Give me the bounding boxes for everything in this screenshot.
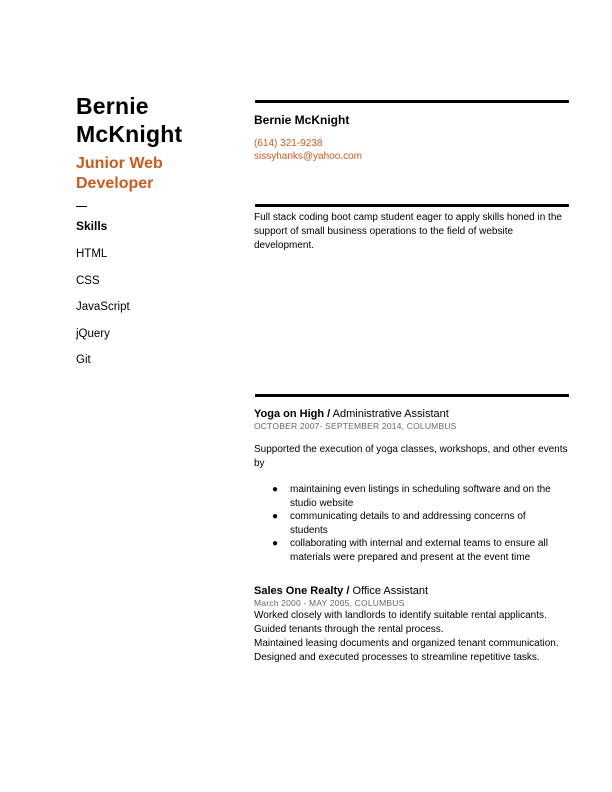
bullet-icon: ●	[272, 538, 279, 549]
skill-item: CSS	[76, 274, 100, 287]
bullet-text: communicating details to and addressing concerns of students	[290, 511, 526, 536]
job-yoga	[254, 407, 574, 564]
job-company: Sales One Realty /	[254, 585, 350, 597]
summary-text: Full stack coding boot camp student eager to apply skills honed in the support of small business operations to the field of website development.	[254, 212, 562, 251]
bullet-text: collaborating with internal and external teams to ensure all materials were prepared and present at the event time	[290, 538, 548, 563]
skills-list	[76, 241, 226, 374]
job-heading	[254, 407, 574, 421]
skills-heading: Skills	[76, 219, 108, 233]
contact-phone: (614) 321-9238	[254, 138, 323, 149]
list-item	[254, 510, 554, 537]
contact-name: Bernie McKnight	[254, 113, 350, 127]
name-line-1: Bernie	[76, 93, 149, 119]
job-sales	[254, 584, 574, 665]
job-line: Maintained leasing documents and organized tenant communication.	[254, 638, 559, 649]
job-line: Guided tenants through the rental process.	[254, 624, 444, 635]
job-intro: Supported the execution of yoga classes, workshops, and other events by	[254, 444, 568, 469]
job-line: Worked closely with landlords to identify suitable rental applicants.	[254, 610, 547, 621]
job-company: Yoga on High /	[254, 408, 331, 420]
bullet-icon: ●	[272, 511, 279, 522]
skill-item: HTML	[76, 248, 108, 260]
list-item	[254, 483, 554, 510]
contact-section	[254, 113, 574, 163]
role-line-1: Junior Web	[76, 155, 163, 172]
contact-email[interactable]: sissyhanks@yahoo.com	[254, 151, 362, 162]
job-dates: March 2000 - MAY 2005, COLUMBUS	[254, 598, 405, 608]
left-column	[76, 92, 226, 374]
section-rule-experience	[255, 394, 569, 397]
skill-item: Git	[76, 354, 91, 366]
name-line-2: McKnight	[76, 121, 183, 147]
job-dates: OCTOBER 2007- SEPTEMBER 2014, COLUMBUS	[254, 421, 457, 431]
summary-section	[254, 211, 572, 253]
job-line: Designed and executed processes to streamline repetitive tasks.	[254, 652, 540, 663]
job-bullets	[254, 483, 554, 564]
divider-dash	[76, 206, 87, 207]
job-position: Administrative Assistant	[332, 408, 449, 420]
section-rule-summary	[255, 204, 569, 207]
job-heading	[254, 584, 574, 598]
bullet-icon: ●	[272, 484, 279, 495]
candidate-name	[76, 92, 226, 148]
job-role	[76, 154, 226, 194]
role-line-2: Developer	[76, 175, 154, 192]
skill-item: JavaScript	[76, 301, 130, 313]
job-position: Office Assistant	[352, 585, 429, 597]
section-rule-contact	[255, 100, 569, 103]
bullet-text: maintaining even listings in scheduling software and on the studio website	[290, 484, 551, 509]
skill-item: jQuery	[76, 327, 110, 340]
list-item	[254, 537, 554, 564]
